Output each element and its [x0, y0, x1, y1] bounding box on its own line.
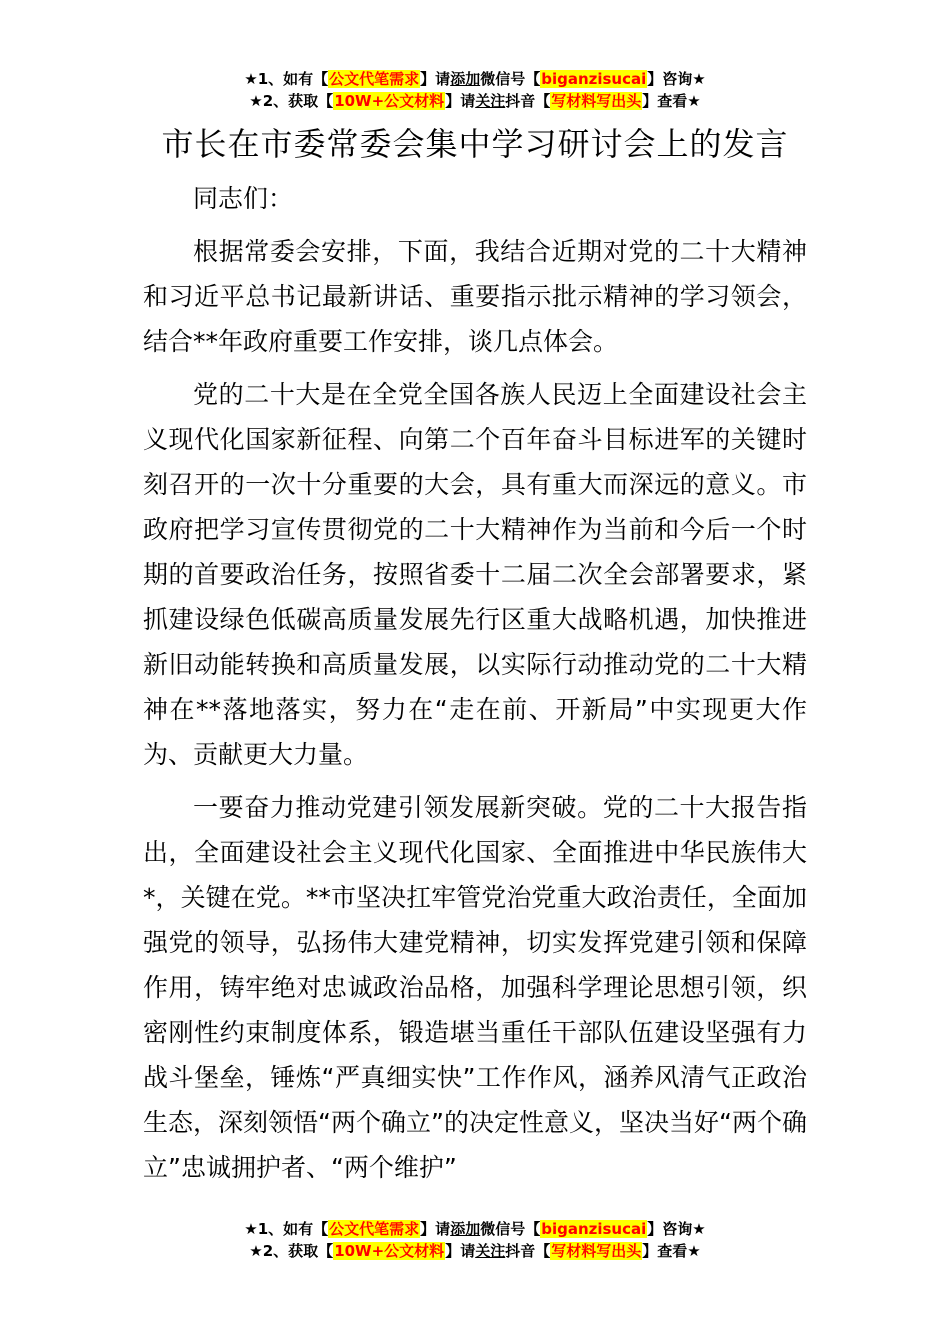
banner-text: 】请	[420, 1220, 451, 1238]
banner-text: 】咨询★	[647, 70, 706, 88]
banner-line-1	[0, 1218, 950, 1240]
banner-text: 】咨询★	[647, 1220, 706, 1238]
paragraph: 党的二十大是在全党全国各族人民迈上全面建设社会主义现代化国家新征程、向第二个百年奋斗目标进军的关键时刻召开的一次十分重要的大会，具有重大而深远的意义。市政府把学习宣传贯彻党的二十大精神作为当前和今后一个时期的首要政治任务，按照省委十二届二次全会部署要求，紧抓建设绿色低碳高质量发展先行区重大战略机遇，加快推进新旧动能转换和高质量发展，以实际行动推动党的二十大精神在**落地落实，努力在“走在前、开新局”中实现更大作为、贡献更大力量。	[143, 380, 807, 769]
banner-highlight: 写材料写出头	[551, 1242, 642, 1260]
header-banner	[0, 68, 950, 112]
salutation: 同志们：	[193, 184, 294, 213]
banner-highlight: 写材料写出头	[551, 92, 642, 110]
banner-text: 】请	[420, 70, 451, 88]
banner-highlight: 10W+公文材料	[334, 1242, 445, 1260]
banner-text: 】查看★	[642, 1242, 701, 1260]
banner-underlined-text: 关注	[475, 92, 506, 110]
document-title: 市长在市委常委会集中学习研讨会上的发言	[161, 125, 789, 163]
banner-line-1	[0, 68, 950, 90]
banner-highlight: biganzisucai	[541, 1220, 647, 1238]
paragraph: 一要奋力推动党建引领发展新突破。党的二十大报告指出，全面建设社会主义现代化国家、全面推进中华民族伟大*，关键在党。**市坚决扛牢管党治党重大政治责任，全面加强党的领导，弘扬伟大建党精神，切实发挥党建引领和保障作用，铸牢绝对忠诚政治品格，加强科学理论思想引领，织密刚性约束制度体系，锻造堪当重任干部队伍建设坚强有力战斗堡垒，锤炼“严真细实快”工作作风，涵养风清气正政治生态，深刻领悟“两个确立”的决定性意义，坚决当好“两个确立”忠诚拥护者、“两个维护”	[143, 793, 807, 1182]
footer-banner	[0, 1218, 950, 1262]
banner-highlight: 公文代笔需求	[329, 70, 420, 88]
banner-text: 】请	[445, 1242, 476, 1260]
banner-highlight: 公文代笔需求	[329, 1220, 420, 1238]
banner-underlined-text: 添加	[450, 70, 481, 88]
banner-text: 抖音【	[505, 92, 551, 110]
banner-line-2	[0, 90, 950, 112]
banner-text: 微信号【	[480, 70, 541, 88]
banner-text: ★1、如有【	[244, 1220, 329, 1238]
banner-highlight: 10W+公文材料	[334, 92, 445, 110]
banner-text: ★2、获取【	[249, 1242, 334, 1260]
banner-line-2	[0, 1240, 950, 1262]
banner-text: 】查看★	[642, 92, 701, 110]
banner-highlight: biganzisucai	[541, 70, 647, 88]
paragraph: 根据常委会安排，下面，我结合近期对党的二十大精神和习近平总书记最新讲话、重要指示批示精神的学习领会，结合**年政府重要工作安排，谈几点体会。	[143, 237, 807, 356]
banner-underlined-text: 添加	[450, 1220, 481, 1238]
banner-underlined-text: 关注	[475, 1242, 506, 1260]
banner-text: ★2、获取【	[249, 92, 334, 110]
banner-text: ★1、如有【	[244, 70, 329, 88]
banner-text: 微信号【	[480, 1220, 541, 1238]
banner-text: 】请	[445, 92, 476, 110]
document-body	[143, 176, 807, 1190]
banner-text: 抖音【	[505, 1242, 551, 1260]
